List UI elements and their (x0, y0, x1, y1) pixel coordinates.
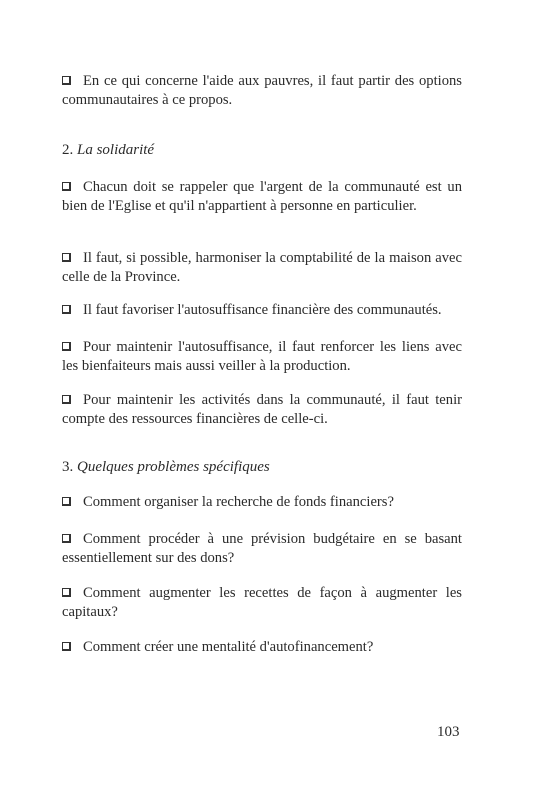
list-item-text: Pour maintenir les activités dans la communauté, il faut tenir compte des ressources financières de celle-ci. (62, 392, 462, 427)
checkbox-bullet-icon (62, 342, 71, 351)
checkbox-bullet-icon (62, 534, 71, 543)
list-item-text: Comment procéder à une prévision budgétaire en se basant essentiellement sur des dons? (62, 531, 462, 566)
list-item (62, 638, 462, 657)
list-item (62, 249, 462, 287)
list-item-text: Il faut, si possible, harmoniser la comptabilité de la maison avec celle de la Province. (62, 250, 462, 285)
section-heading (62, 459, 270, 476)
list-item-text: Il faut favoriser l'autosuffisance financière des communautés. (83, 302, 442, 318)
list-item-text: Comment créer une mentalité d'autofinancement? (83, 639, 374, 655)
list-item (62, 391, 462, 429)
section-heading (62, 142, 154, 159)
list-item (62, 72, 462, 110)
list-item-text: Comment augmenter les recettes de façon à augmenter les capitaux? (62, 585, 462, 620)
list-item-text: Chacun doit se rappeler que l'argent de la communauté est un bien de l'Eglise et qu'il n'appartient à personne en particulier. (62, 179, 462, 214)
section-title: Quelques problèmes spécifiques (77, 459, 270, 475)
section-number: 2. (62, 142, 74, 158)
checkbox-bullet-icon (62, 588, 71, 597)
list-item (62, 584, 462, 622)
checkbox-bullet-icon (62, 497, 71, 506)
checkbox-bullet-icon (62, 253, 71, 262)
list-item-text: En ce qui concerne l'aide aux pauvres, il faut partir des options communautaires à ce propos. (62, 73, 462, 108)
page-number: 103 (437, 724, 460, 740)
checkbox-bullet-icon (62, 395, 71, 404)
list-item (62, 338, 462, 376)
list-item-text: Pour maintenir l'autosuffisance, il faut renforcer les liens avec les bienfaiteurs mais aussi veiller à la production. (62, 339, 462, 374)
section-title: La solidarité (77, 142, 155, 158)
checkbox-bullet-icon (62, 76, 71, 85)
list-item-text: Comment organiser la recherche de fonds financiers? (83, 494, 394, 510)
list-item (62, 178, 462, 216)
checkbox-bullet-icon (62, 305, 71, 314)
list-item (62, 301, 462, 320)
section-number: 3. (62, 459, 74, 475)
checkbox-bullet-icon (62, 642, 71, 651)
checkbox-bullet-icon (62, 182, 71, 191)
list-item (62, 530, 462, 568)
list-item (62, 493, 462, 512)
